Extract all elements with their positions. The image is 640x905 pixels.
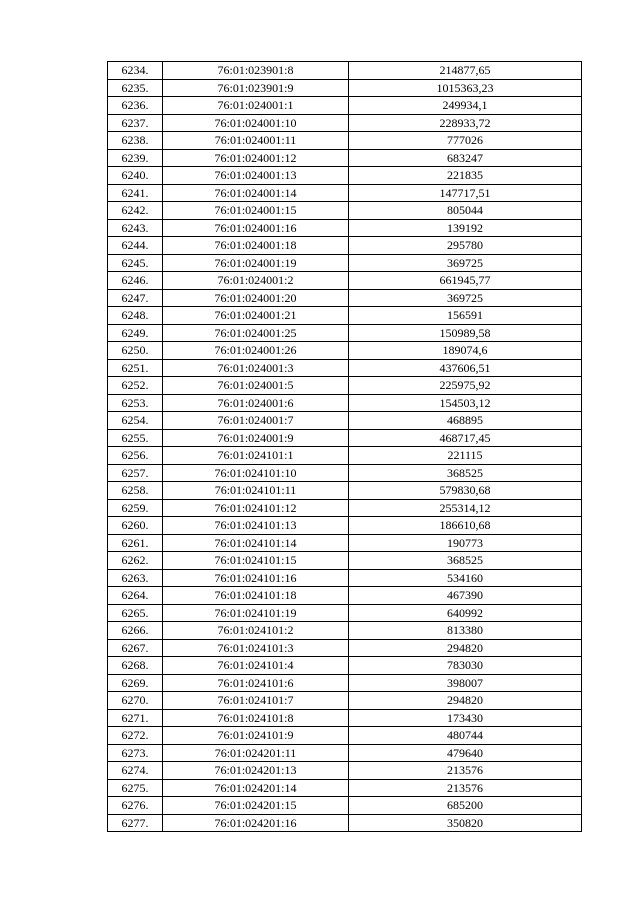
table-row [108, 779, 582, 797]
cadastral-value-cell: 294820 [349, 639, 582, 657]
cadastral-value-cell: 369725 [349, 254, 582, 272]
cadastral-value-cell: 467390 [349, 587, 582, 605]
row-number-cell: 6269. [108, 674, 163, 692]
table-body [108, 62, 582, 832]
cadastral-value-cell: 350820 [349, 814, 582, 832]
table-row [108, 307, 582, 325]
cadastral-value-cell: 294820 [349, 692, 582, 710]
cadastral-value-cell: 437606,51 [349, 359, 582, 377]
table-row [108, 97, 582, 115]
row-number-cell: 6236. [108, 97, 163, 115]
cadastral-number-cell: 76:01:024101:8 [163, 709, 349, 727]
table-row [108, 237, 582, 255]
row-number-cell: 6237. [108, 114, 163, 132]
cadastral-value-cell: 225975,92 [349, 377, 582, 395]
row-number-cell: 6274. [108, 762, 163, 780]
cadastral-value-cell: 173430 [349, 709, 582, 727]
row-number-cell: 6252. [108, 377, 163, 395]
table-row [108, 517, 582, 535]
cadastral-value-cell: 661945,77 [349, 272, 582, 290]
table-row [108, 359, 582, 377]
row-number-cell: 6242. [108, 202, 163, 220]
cadastral-value-cell: 139192 [349, 219, 582, 237]
cadastral-value-cell: 154503,12 [349, 394, 582, 412]
row-number-cell: 6240. [108, 167, 163, 185]
table-row [108, 814, 582, 832]
cadastral-value-cell: 221115 [349, 447, 582, 465]
table-row [108, 167, 582, 185]
cadastral-number-cell: 76:01:024001:25 [163, 324, 349, 342]
row-number-cell: 6246. [108, 272, 163, 290]
table-row [108, 709, 582, 727]
row-number-cell: 6261. [108, 534, 163, 552]
cadastral-number-cell: 76:01:024101:12 [163, 499, 349, 517]
cadastral-value-cell: 255314,12 [349, 499, 582, 517]
cadastral-value-cell: 295780 [349, 237, 582, 255]
cadastral-number-cell: 76:01:024101:2 [163, 622, 349, 640]
cadastral-value-cell: 368525 [349, 552, 582, 570]
row-number-cell: 6234. [108, 62, 163, 80]
cadastral-value-cell: 640992 [349, 604, 582, 622]
cadastral-number-cell: 76:01:024001:9 [163, 429, 349, 447]
cadastral-number-cell: 76:01:023901:8 [163, 62, 349, 80]
cadastral-number-cell: 76:01:024101:3 [163, 639, 349, 657]
table-row [108, 499, 582, 517]
cadastral-value-cell: 189074,6 [349, 342, 582, 360]
table-row [108, 657, 582, 675]
cadastral-value-cell: 777026 [349, 132, 582, 150]
table-row [108, 412, 582, 430]
table-row [108, 464, 582, 482]
table-row [108, 604, 582, 622]
cadastral-value-cell: 150989,58 [349, 324, 582, 342]
table-row [108, 324, 582, 342]
cadastral-number-cell: 76:01:024101:15 [163, 552, 349, 570]
cadastral-value-cell: 805044 [349, 202, 582, 220]
table-row [108, 184, 582, 202]
cadastral-number-cell: 76:01:024101:16 [163, 569, 349, 587]
cadastral-value-cell: 468895 [349, 412, 582, 430]
table-row [108, 289, 582, 307]
cadastral-number-cell: 76:01:024101:9 [163, 727, 349, 745]
row-number-cell: 6257. [108, 464, 163, 482]
table-row [108, 797, 582, 815]
row-number-cell: 6262. [108, 552, 163, 570]
cadastral-number-cell: 76:01:024001:7 [163, 412, 349, 430]
cadastral-number-cell: 76:01:024101:4 [163, 657, 349, 675]
cadastral-number-cell: 76:01:024001:18 [163, 237, 349, 255]
cadastral-value-cell: 221835 [349, 167, 582, 185]
cadastral-number-cell: 76:01:024001:3 [163, 359, 349, 377]
row-number-cell: 6271. [108, 709, 163, 727]
row-number-cell: 6243. [108, 219, 163, 237]
row-number-cell: 6277. [108, 814, 163, 832]
table-row [108, 377, 582, 395]
cadastral-value-cell: 783030 [349, 657, 582, 675]
row-number-cell: 6259. [108, 499, 163, 517]
table-row [108, 482, 582, 500]
cadastral-number-cell: 76:01:024001:5 [163, 377, 349, 395]
cadastral-value-cell: 228933,72 [349, 114, 582, 132]
table-row [108, 79, 582, 97]
row-number-cell: 6275. [108, 779, 163, 797]
cadastral-number-cell: 76:01:024201:14 [163, 779, 349, 797]
cadastral-number-cell: 76:01:024001:10 [163, 114, 349, 132]
cadastral-value-cell: 683247 [349, 149, 582, 167]
cadastral-value-cell: 213576 [349, 779, 582, 797]
table-row [108, 447, 582, 465]
cadastral-value-cell: 813380 [349, 622, 582, 640]
cadastral-value-cell: 1015363,23 [349, 79, 582, 97]
cadastral-number-cell: 76:01:024101:7 [163, 692, 349, 710]
table-row [108, 534, 582, 552]
row-number-cell: 6247. [108, 289, 163, 307]
table-row [108, 639, 582, 657]
row-number-cell: 6250. [108, 342, 163, 360]
cadastral-number-cell: 76:01:024101:14 [163, 534, 349, 552]
row-number-cell: 6258. [108, 482, 163, 500]
cadastral-number-cell: 76:01:024001:15 [163, 202, 349, 220]
table-row [108, 692, 582, 710]
cadastral-number-cell: 76:01:024001:12 [163, 149, 349, 167]
table-row [108, 569, 582, 587]
table-row [108, 254, 582, 272]
table-row [108, 132, 582, 150]
table-row [108, 342, 582, 360]
cadastral-number-cell: 76:01:024101:18 [163, 587, 349, 605]
row-number-cell: 6268. [108, 657, 163, 675]
cadastral-value-cell: 685200 [349, 797, 582, 815]
cadastral-value-cell: 213576 [349, 762, 582, 780]
cadastral-number-cell: 76:01:024001:1 [163, 97, 349, 115]
table-row [108, 552, 582, 570]
table-row [108, 62, 582, 80]
row-number-cell: 6260. [108, 517, 163, 535]
row-number-cell: 6276. [108, 797, 163, 815]
cadastral-number-cell: 76:01:024001:21 [163, 307, 349, 325]
cadastral-number-cell: 76:01:023901:9 [163, 79, 349, 97]
row-number-cell: 6256. [108, 447, 163, 465]
cadastral-number-cell: 76:01:024001:13 [163, 167, 349, 185]
table-row [108, 762, 582, 780]
cadastral-value-cell: 398007 [349, 674, 582, 692]
row-number-cell: 6266. [108, 622, 163, 640]
cadastral-number-cell: 76:01:024201:16 [163, 814, 349, 832]
cadastral-value-cell: 468717,45 [349, 429, 582, 447]
cadastral-number-cell: 76:01:024101:11 [163, 482, 349, 500]
cadastral-number-cell: 76:01:024101:19 [163, 604, 349, 622]
row-number-cell: 6248. [108, 307, 163, 325]
row-number-cell: 6273. [108, 744, 163, 762]
table-row [108, 219, 582, 237]
cadastral-number-cell: 76:01:024001:19 [163, 254, 349, 272]
cadastral-number-cell: 76:01:024201:13 [163, 762, 349, 780]
row-number-cell: 6263. [108, 569, 163, 587]
row-number-cell: 6249. [108, 324, 163, 342]
table-row [108, 727, 582, 745]
cadastral-number-cell: 76:01:024101:10 [163, 464, 349, 482]
table-row [108, 394, 582, 412]
table-row [108, 202, 582, 220]
cadastral-value-cell: 186610,68 [349, 517, 582, 535]
cadastral-number-cell: 76:01:024001:14 [163, 184, 349, 202]
row-number-cell: 6254. [108, 412, 163, 430]
table-row [108, 114, 582, 132]
cadastral-value-cell: 156591 [349, 307, 582, 325]
row-number-cell: 6235. [108, 79, 163, 97]
row-number-cell: 6244. [108, 237, 163, 255]
row-number-cell: 6241. [108, 184, 163, 202]
row-number-cell: 6251. [108, 359, 163, 377]
cadastral-number-cell: 76:01:024201:15 [163, 797, 349, 815]
cadastral-value-table [107, 61, 582, 832]
cadastral-number-cell: 76:01:024001:20 [163, 289, 349, 307]
cadastral-number-cell: 76:01:024101:13 [163, 517, 349, 535]
row-number-cell: 6245. [108, 254, 163, 272]
cadastral-value-cell: 368525 [349, 464, 582, 482]
table-row [108, 272, 582, 290]
cadastral-number-cell: 76:01:024101:6 [163, 674, 349, 692]
table-row [108, 744, 582, 762]
table-row [108, 149, 582, 167]
cadastral-number-cell: 76:01:024001:26 [163, 342, 349, 360]
table-row [108, 429, 582, 447]
row-number-cell: 6267. [108, 639, 163, 657]
cadastral-number-cell: 76:01:024001:6 [163, 394, 349, 412]
cadastral-value-cell: 147717,51 [349, 184, 582, 202]
cadastral-number-cell: 76:01:024001:11 [163, 132, 349, 150]
cadastral-value-cell: 249934,1 [349, 97, 582, 115]
cadastral-value-cell: 214877,65 [349, 62, 582, 80]
row-number-cell: 6253. [108, 394, 163, 412]
cadastral-value-cell: 534160 [349, 569, 582, 587]
cadastral-value-cell: 190773 [349, 534, 582, 552]
cadastral-number-cell: 76:01:024001:16 [163, 219, 349, 237]
row-number-cell: 6238. [108, 132, 163, 150]
cadastral-number-cell: 76:01:024101:1 [163, 447, 349, 465]
cadastral-number-cell: 76:01:024001:2 [163, 272, 349, 290]
table-row [108, 622, 582, 640]
cadastral-value-cell: 479640 [349, 744, 582, 762]
table-row [108, 674, 582, 692]
row-number-cell: 6265. [108, 604, 163, 622]
table-row [108, 587, 582, 605]
row-number-cell: 6239. [108, 149, 163, 167]
row-number-cell: 6264. [108, 587, 163, 605]
cadastral-value-cell: 480744 [349, 727, 582, 745]
cadastral-number-cell: 76:01:024201:11 [163, 744, 349, 762]
row-number-cell: 6255. [108, 429, 163, 447]
cadastral-value-cell: 579830,68 [349, 482, 582, 500]
row-number-cell: 6270. [108, 692, 163, 710]
row-number-cell: 6272. [108, 727, 163, 745]
cadastral-value-cell: 369725 [349, 289, 582, 307]
